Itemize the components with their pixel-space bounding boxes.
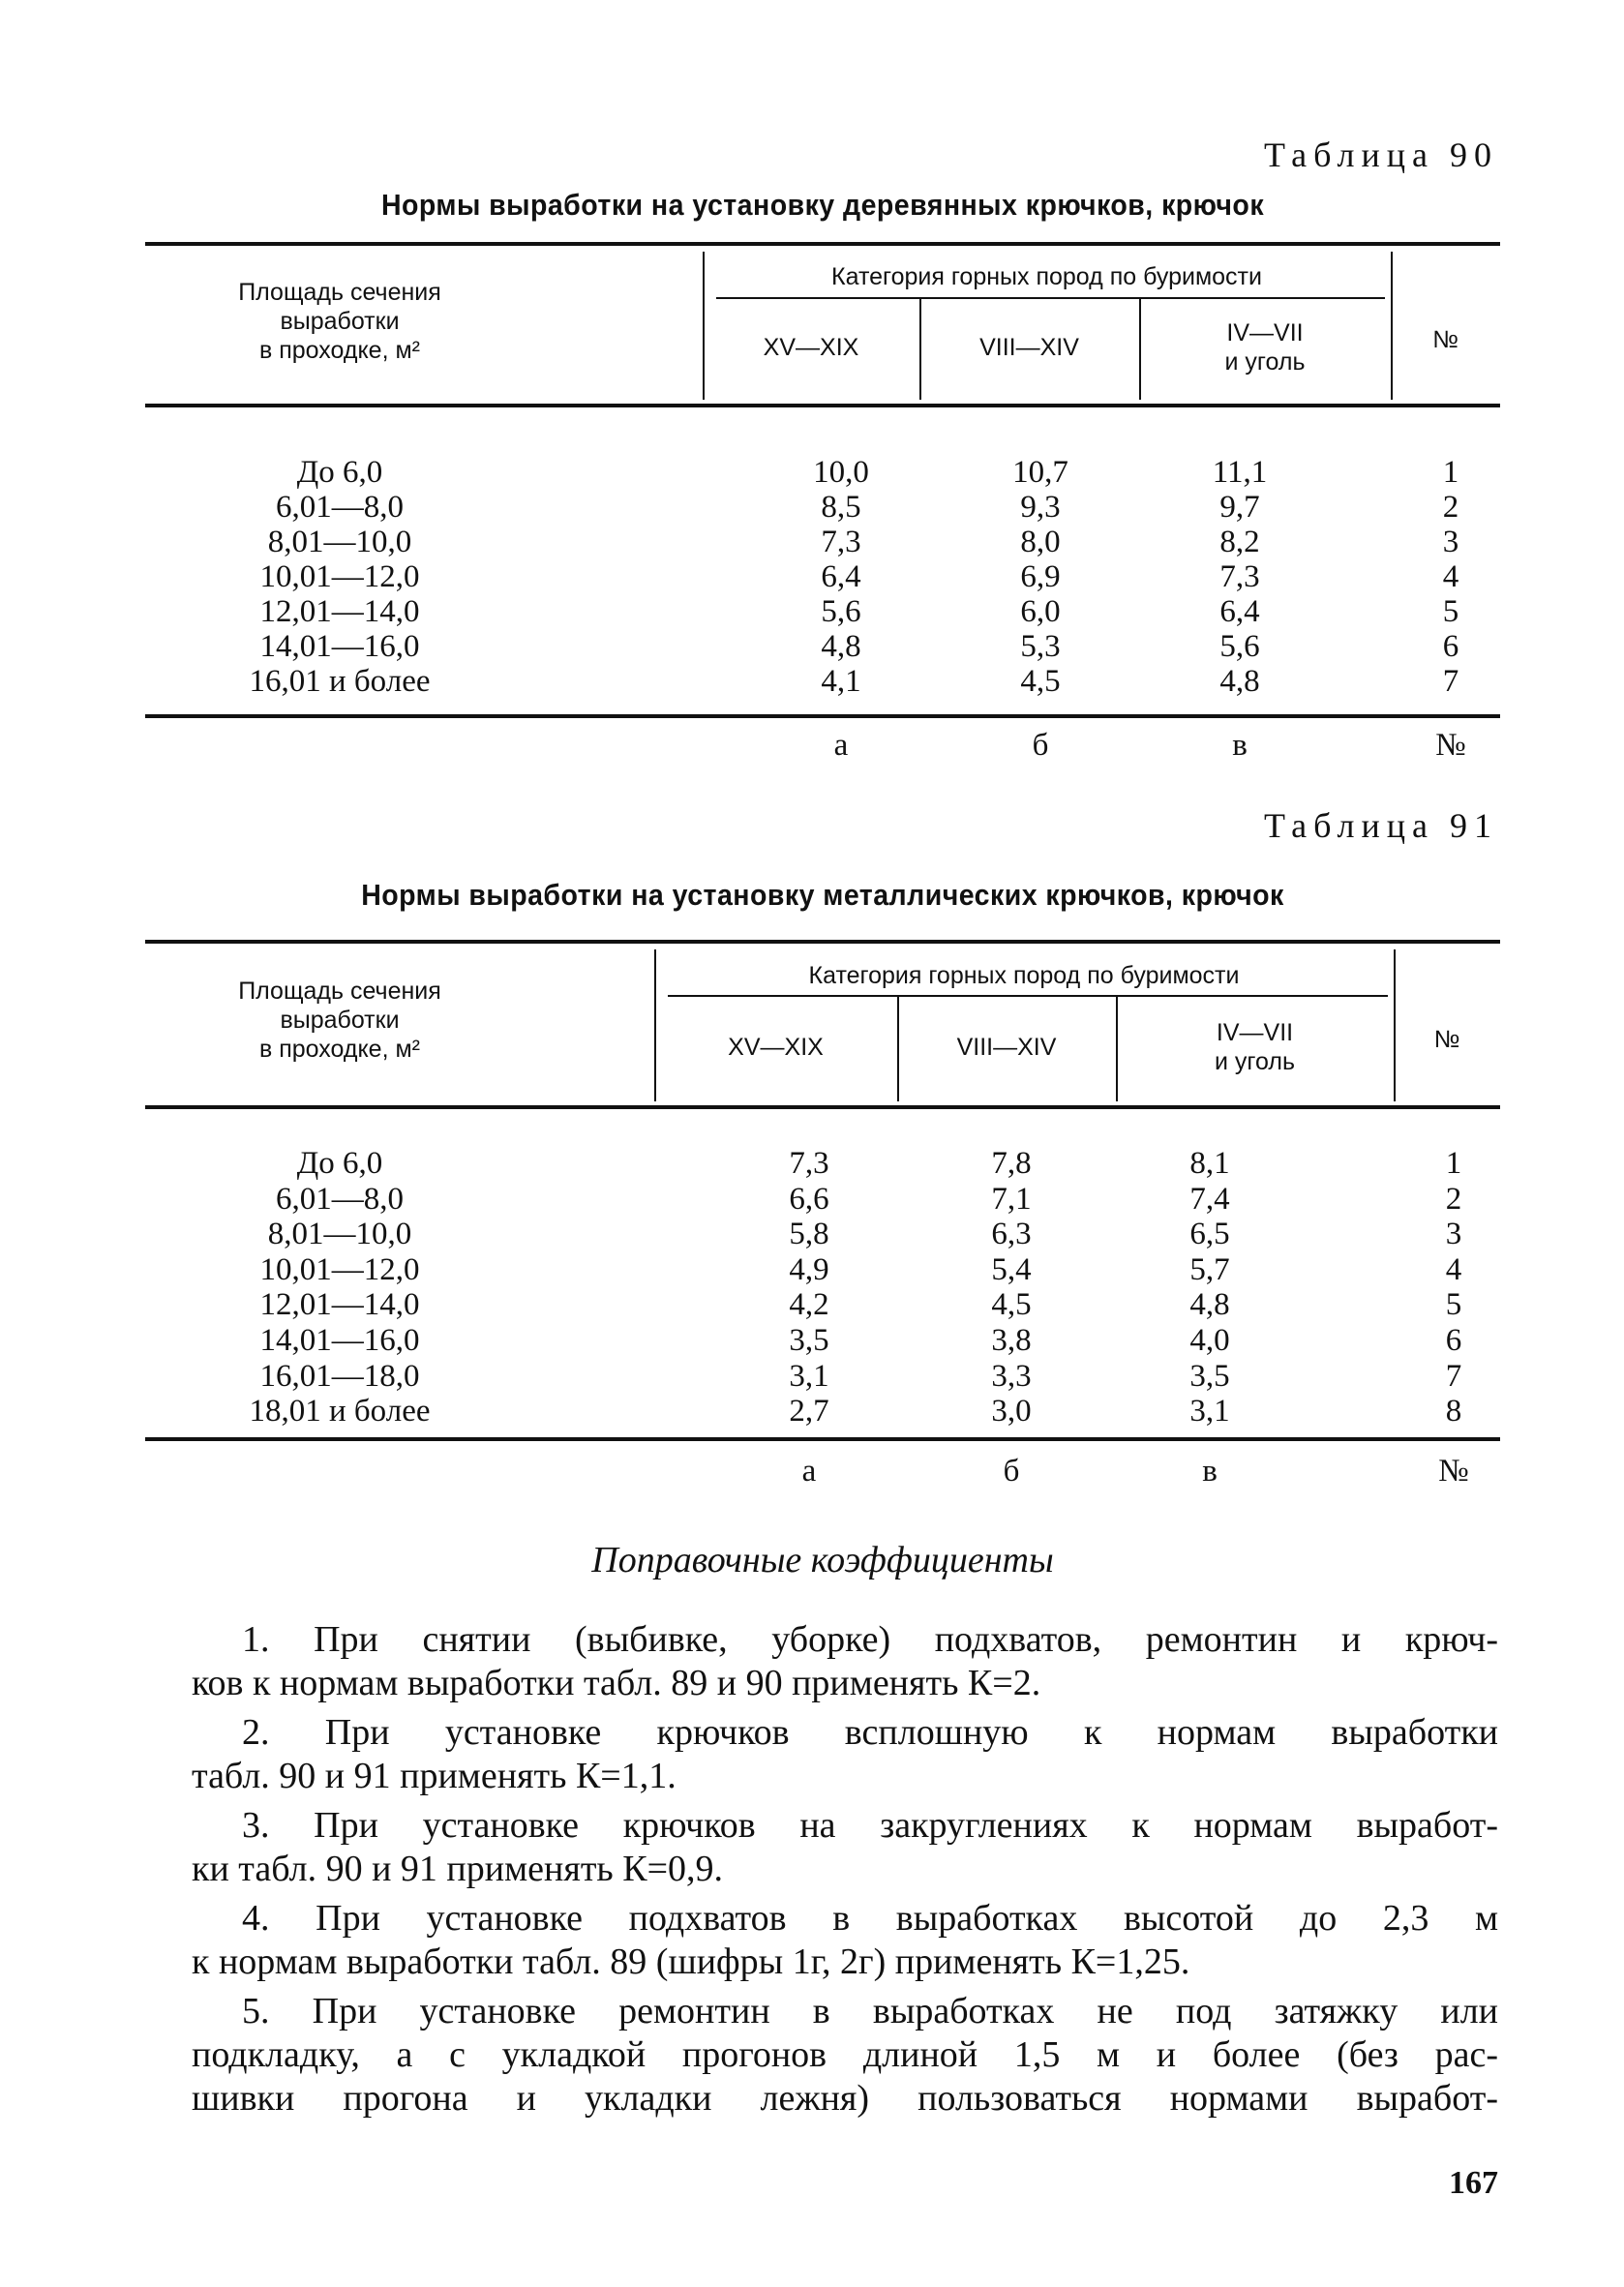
row-number: 5 [1442,594,1459,629]
header-number: № [1432,326,1459,353]
row-area: 16,01—18,0 [259,1358,420,1394]
row-number: 1 [1442,455,1459,490]
row-value: 6,3 [991,1217,1032,1252]
row-value: 6,6 [789,1181,829,1217]
row-value: 7,4 [1189,1181,1230,1217]
row-area: 14,01—16,0 [259,629,420,664]
row-value: 3,1 [789,1358,829,1394]
page-number: 167 [1449,2165,1498,2201]
row-value: 3,5 [1189,1358,1230,1394]
row-value: 7,3 [1219,559,1260,594]
table-header-rule [145,404,1500,407]
paragraph-line: табл. 90 и 91 применять К=1,1. [192,1756,677,1796]
table-header-rule [145,1105,1500,1109]
paragraph-line: 1. При снятии (выбивке, уборке) подхватов, ремонтин и крюч- [242,1619,1498,1660]
row-value: 3,1 [1189,1394,1230,1429]
row-number: 8 [1445,1394,1462,1429]
row-value: 3,0 [991,1394,1032,1429]
row-value: 4,1 [821,664,861,699]
header-column-0: XV—XIX [728,1034,824,1061]
row-value: 7,1 [991,1181,1032,1217]
row-value: 4,0 [1189,1323,1230,1358]
row-value: 4,8 [821,629,861,664]
row-value: 4,5 [1020,664,1061,699]
row-value: 11,1 [1212,455,1268,490]
row-value: 9,3 [1020,490,1061,525]
row-number: 3 [1442,525,1459,559]
row-number: 4 [1442,559,1459,594]
row-value: 5,3 [1020,629,1061,664]
row-number: 7 [1445,1358,1462,1394]
row-value: 4,9 [789,1251,829,1287]
row-number: 1 [1445,1146,1462,1181]
row-value: 8,2 [1219,525,1260,559]
row-value: 6,4 [821,559,861,594]
header-column-1: VIII—XIV [979,334,1079,361]
row-number: 6 [1445,1323,1462,1358]
paragraph-line: к нормам выработки табл. 89 (шифры 1г, 2г) применять К=1,25. [192,1941,1190,1982]
table-title: Нормы выработки на установку деревянных крючков, крючок [380,188,1265,222]
header-column-1: VIII—XIV [956,1034,1057,1061]
row-value: 4,2 [789,1287,829,1323]
category-rule [716,297,1385,299]
paragraph-line: подкладку, а с укладкой прогонов длиной 1,5 м и более (без рас- [192,2034,1498,2075]
paragraph-line: 2. При установке крючков всплошную к нормам выработки [242,1712,1498,1753]
header-column-0: XV—XIX [763,334,859,361]
row-value: 3,3 [991,1358,1032,1394]
row-value: 6,0 [1020,594,1061,629]
column-code: а [833,728,849,763]
row-value: 5,4 [991,1251,1032,1287]
row-number: 2 [1445,1181,1462,1217]
header-category: Категория горных пород по буримости [808,962,1240,989]
column-code: № [1435,728,1466,763]
row-value: 8,0 [1020,525,1061,559]
table-bottom-rule [145,714,1500,718]
row-value: 8,1 [1189,1146,1230,1181]
row-number: 7 [1442,664,1459,699]
row-value: 4,8 [1189,1287,1230,1323]
row-value: 4,5 [991,1287,1032,1323]
row-value: 10,7 [1012,455,1068,490]
paragraph-line: 3. При установке крючков на закруглениях к нормам выработ- [242,1805,1498,1846]
row-area: 8,01—10,0 [267,1217,412,1252]
header-number: № [1433,1026,1460,1053]
header-column-2: и уголь [1215,1048,1295,1075]
header-area-line: в проходке, м² [259,1036,420,1063]
row-area: До 6,0 [296,455,383,490]
header-area-line: Площадь сечения [238,279,441,306]
row-value: 6,5 [1189,1217,1230,1252]
row-area: 10,01—12,0 [259,1251,420,1287]
row-area: 14,01—16,0 [259,1323,420,1358]
table-label: Таблица 90 [1264,135,1498,174]
header-column-2: IV—VII [1226,319,1304,346]
column-code: в [1202,1454,1218,1489]
paragraph-line: ки табл. 90 и 91 применять К=0,9. [192,1849,724,1889]
header-area-line: Площадь сечения [238,978,441,1005]
paragraph-line: 5. При установке ремонтин в выработках не под затяжку или [242,1991,1498,2031]
column-code: в [1232,728,1248,763]
row-area: 18,01 и более [249,1394,431,1429]
row-value: 8,5 [821,490,861,525]
header-area-line: выработки [280,1007,400,1034]
row-value: 2,7 [789,1394,829,1429]
table-label: Таблица 91 [1264,806,1498,845]
row-number: 6 [1442,629,1459,664]
header-category: Категория горных пород по буримости [831,263,1262,290]
table-top-rule [145,242,1500,246]
row-value: 10,0 [813,455,869,490]
paragraph-line: ков к нормам выработки табл. 89 и 90 применять К=2. [192,1663,1041,1703]
header-column-2: IV—VII [1216,1019,1294,1046]
row-number: 4 [1445,1251,1462,1287]
row-area: До 6,0 [296,1146,383,1181]
row-area: 16,01 и более [249,664,431,699]
table-top-rule [145,940,1500,944]
row-number: 5 [1445,1287,1462,1323]
header-column-2: и уголь [1224,348,1306,376]
paragraph-line: шивки прогона и укладки лежня) пользоваться нормами выработ- [192,2078,1498,2119]
row-value: 6,9 [1020,559,1061,594]
row-area: 6,01—8,0 [276,1181,404,1217]
table-title: Нормы выработки на установку металлических крючков, крючок [361,878,1284,912]
row-number: 3 [1445,1217,1462,1252]
row-number: 2 [1442,490,1459,525]
column-code: б [1032,728,1049,763]
row-value: 5,7 [1189,1251,1230,1287]
row-value: 3,8 [991,1323,1032,1358]
row-area: 10,01—12,0 [259,559,420,594]
row-area: 12,01—14,0 [259,594,420,629]
row-value: 9,7 [1219,490,1260,525]
row-value: 4,8 [1219,664,1260,699]
row-value: 3,5 [789,1323,829,1358]
row-value: 5,8 [789,1217,829,1252]
paragraph-line: 4. При установке подхватов в выработках высотой до 2,3 м [242,1898,1498,1939]
row-value: 6,4 [1219,594,1260,629]
row-value: 7,3 [821,525,861,559]
section-heading: Поправочные коэффициенты [591,1540,1054,1580]
row-area: 8,01—10,0 [267,525,412,559]
category-rule [668,995,1388,997]
row-value: 5,6 [1219,629,1260,664]
column-code: б [1003,1454,1020,1489]
header-area-line: выработки [280,308,400,335]
row-value: 7,3 [789,1146,829,1181]
row-value: 7,8 [991,1146,1032,1181]
table-bottom-rule [145,1437,1500,1441]
column-code: № [1438,1454,1469,1489]
header-area-line: в проходке, м² [259,337,420,364]
row-area: 12,01—14,0 [259,1287,420,1323]
row-area: 6,01—8,0 [276,490,404,525]
column-code: а [801,1454,817,1489]
row-value: 5,6 [821,594,861,629]
